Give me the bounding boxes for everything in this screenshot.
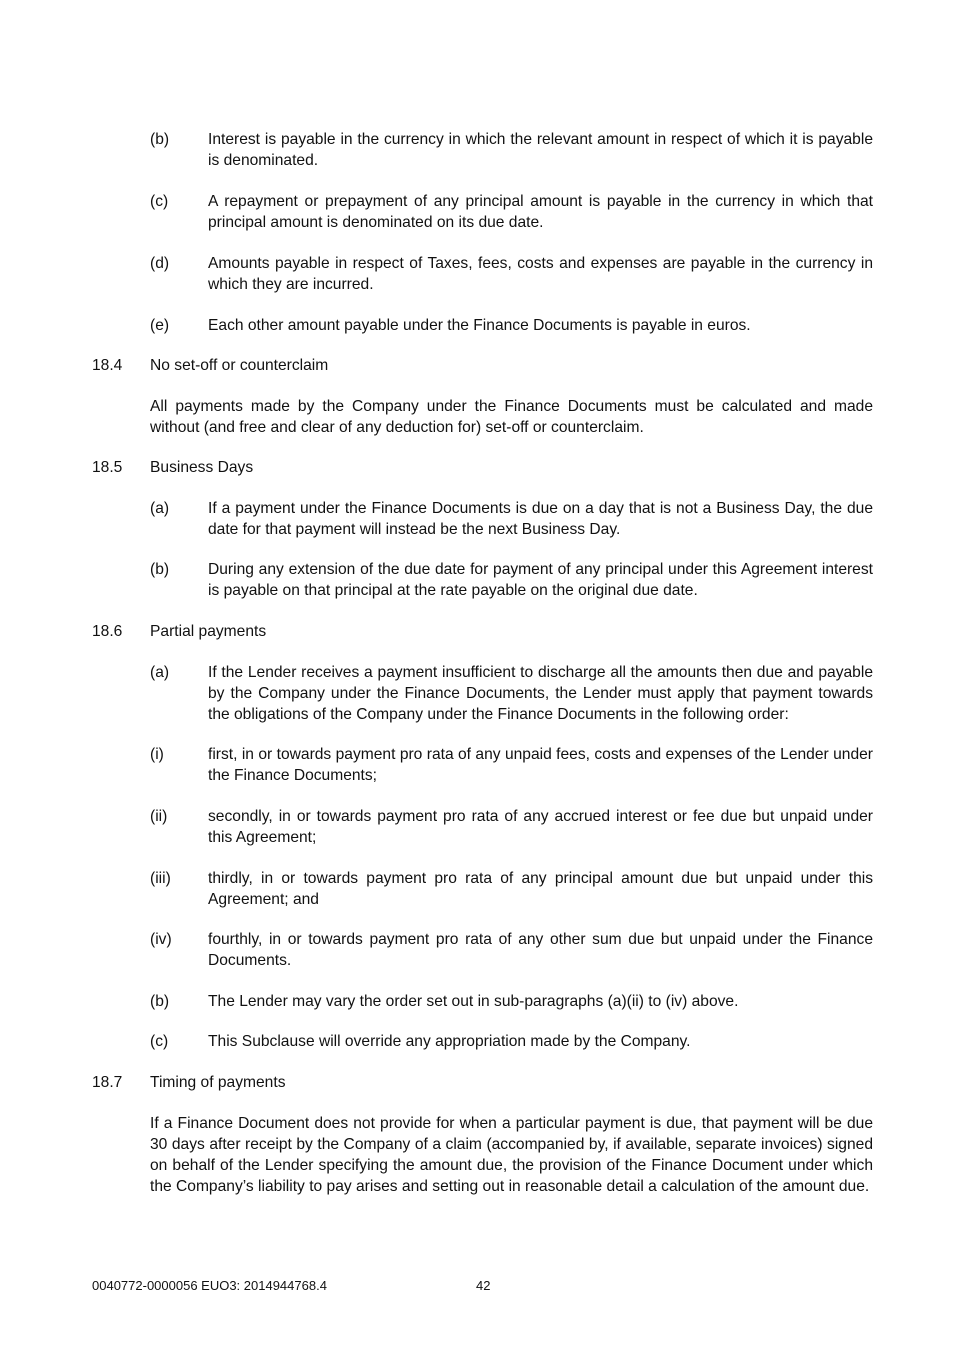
page-number: 42	[476, 1278, 491, 1293]
item-label: (iii)	[150, 870, 171, 887]
section-title: Timing of payments	[150, 1074, 286, 1091]
item-label: (iv)	[150, 931, 172, 948]
item-text: If a payment under the Finance Documents is due on a day that is not a Business Day, the due date for that payment will instead be the next Business Day.	[208, 500, 873, 538]
item-text: Interest is payable in the currency in which the relevant amount in respect of which it is payable is denominated.	[208, 131, 873, 169]
item-label: (c)	[150, 1033, 169, 1050]
item-text: fourthly, in or towards payment pro rata of any other sum due but unpaid under the Finance Documents.	[208, 931, 873, 969]
item-label: (b)	[150, 131, 170, 148]
item-label: (a)	[150, 500, 170, 517]
document-reference: 0040772-0000056 EUO3: 2014944768.4	[92, 1278, 327, 1293]
item-label: (d)	[150, 255, 170, 272]
item-text: A repayment or prepayment of any principal amount is payable in the currency in which that principal amount is denominated on its due date.	[208, 193, 873, 231]
item-label: (c)	[150, 193, 169, 210]
section-number: 18.7	[92, 1074, 123, 1091]
section-number: 18.5	[92, 459, 123, 476]
section-body-18-7: If a Finance Document does not provide for when a particular payment is due, that payment will be due 30 days after receipt by the Company of a claim (accompanied by, if available, separate invoices) signed on behalf of the Lender specifying the amount due, the provision of the Finance Document under which the Company’s liability to pay arises and setting out in reasonable detail a calculation of the amount due.	[150, 1115, 873, 1195]
item-label: (i)	[150, 746, 164, 763]
item-text: Each other amount payable under the Finance Documents is payable in euros.	[208, 317, 751, 334]
item-label: (b)	[150, 993, 170, 1010]
section-title: No set-off or counterclaim	[150, 357, 329, 374]
item-text: Amounts payable in respect of Taxes, fees, costs and expenses are payable in the currency in which they are incurred.	[208, 255, 873, 293]
section-number: 18.4	[92, 357, 123, 374]
item-label: (a)	[150, 664, 170, 681]
item-text: first, in or towards payment pro rata of any unpaid fees, costs and expenses of the Lender under the Finance Documents;	[208, 746, 873, 784]
item-text: During any extension of the due date for payment of any principal under this Agreement interest is payable on that principal at the rate payable on the original due date.	[208, 561, 873, 599]
item-label: (ii)	[150, 808, 168, 825]
item-text: secondly, in or towards payment pro rata of any accrued interest or fee due but unpaid under this Agreement;	[208, 808, 873, 846]
item-label: (b)	[150, 561, 170, 578]
item-text: If the Lender receives a payment insufficient to discharge all the amounts then due and payable by the Company under the Finance Documents, the Lender must apply that payment towards the obligations of the Company under the Finance Documents in the following order:	[208, 664, 873, 723]
item-text: thirdly, in or towards payment pro rata of any principal amount due but unpaid under this Agreement; and	[208, 870, 873, 908]
section-body-18-4: All payments made by the Company under the Finance Documents must be calculated and made without (and free and clear of any deduction for) set-off or counterclaim.	[150, 398, 873, 436]
item-text: This Subclause will override any appropriation made by the Company.	[208, 1033, 691, 1050]
section-title: Partial payments	[150, 623, 267, 640]
item-text: The Lender may vary the order set out in sub-paragraphs (a)(ii) to (iv) above.	[208, 993, 739, 1010]
section-title: Business Days	[150, 459, 254, 476]
section-number: 18.6	[92, 623, 123, 640]
item-label: (e)	[150, 317, 170, 334]
